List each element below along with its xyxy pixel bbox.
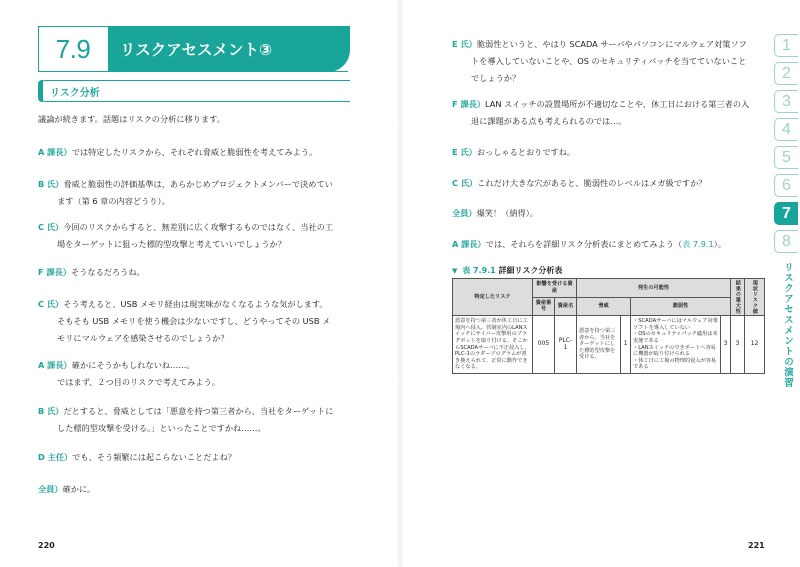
cell-threat: 悪意を持つ第三者から、当社をターゲットにした標的型攻撃を受ける。 xyxy=(577,316,621,374)
dialogue-text: 脅威と脆弱性の評価基準は、あらかじめプロジェクトメンバーで決めてい xyxy=(63,179,333,189)
intro-paragraph xyxy=(38,111,352,128)
speaker-label: A 課長） xyxy=(452,239,486,249)
dialogue-continuation: そもそも USB メモリを使う機会は少ないですし、どうやってその USB メ xyxy=(57,316,331,326)
dialogue-text: 今回のリスクからすると、無差別に広く攻撃するものではなく、当社の工 xyxy=(63,222,334,232)
speaker-label: B 氏） xyxy=(38,179,64,189)
dialogue-line xyxy=(38,176,352,210)
dialogue-text: 爆笑！（納得）。 xyxy=(476,208,538,218)
speaker-label: F 課長） xyxy=(452,99,486,109)
header-risk-value: 現状リスク値 xyxy=(745,279,765,316)
section-number: 7.9 xyxy=(55,33,91,64)
dialogue-line xyxy=(452,96,770,130)
dialogue-continuation: でしょうか？ xyxy=(471,73,521,83)
chapter-tab-2[interactable]: 2 xyxy=(774,62,798,85)
speaker-label: E 氏） xyxy=(452,39,477,49)
cell-vulnerability: ・SCADAサーバにはマルウェア対策ソフトを導入していない ・OSのセキュリティパッチ適用は未実施である ・LANスイッチの空きポートへ容易に機器が取り付けられる ・休工日に工場の物理的侵入が容易である xyxy=(631,316,721,374)
chapter-tab-4[interactable]: 4 xyxy=(774,118,798,141)
risk-analysis-table xyxy=(452,278,765,374)
chapter-tab-6[interactable]: 6 xyxy=(774,174,798,197)
speaker-label: C 氏） xyxy=(38,299,64,309)
dialogue-continuation: トを導入していないことや、OS のセキュリティパッチを当てていないこと xyxy=(471,56,747,66)
book-gutter xyxy=(398,0,402,567)
dialogue-line xyxy=(38,264,352,281)
page-number-left: 220 xyxy=(38,541,55,550)
cell-vulnerability-level: 3 xyxy=(721,316,731,374)
header-asset-no: 資産番号 xyxy=(533,297,555,316)
dialogue-continuation: した標的型攻撃を受ける。」といったことですかね……。 xyxy=(57,423,266,433)
chapter-tab-1[interactable]: 1 xyxy=(774,34,798,57)
table-title: 詳細リスク分析表 xyxy=(498,266,563,275)
dialogue-text: では特定したリスクから、それぞれ脅威と脆弱性を考えてみよう。 xyxy=(71,147,318,157)
dialogue-text-tail: ）。 xyxy=(713,239,726,249)
chapter-tab-3[interactable]: 3 xyxy=(774,90,798,113)
speaker-label: 全員） xyxy=(452,208,477,218)
speaker-label: B 氏） xyxy=(38,406,64,416)
page-number-right: 221 xyxy=(748,541,765,550)
cell-asset-name: PLC-1 xyxy=(555,316,577,374)
dialogue-line xyxy=(452,236,770,253)
table-row xyxy=(453,316,765,374)
table-reference-link[interactable]: 表 7.9.1 xyxy=(682,239,714,249)
dialogue-line xyxy=(38,219,352,253)
dialogue-line xyxy=(452,175,770,192)
speaker-label: F 課長） xyxy=(38,267,72,277)
dialogue-line xyxy=(38,481,352,498)
dialogue-line xyxy=(38,403,352,437)
dialogue-line xyxy=(38,144,352,161)
speaker-label: C 氏） xyxy=(452,178,478,188)
cell-risk: 悪意を持つ第三者が休工日に工場内へ侵入。管制室内のLANスイッチにサイバー攻撃用のプラグボットを取り付ける。そこからSCADAサーバに不正侵入し、PLC-1のラダープログラムが書き換えられて、正常に動作できなくなる。 xyxy=(453,316,533,374)
dialogue-continuation: 場をターゲットに狙った標的型攻撃と考えていいでしょうか？ xyxy=(57,239,286,249)
speaker-label: E 氏） xyxy=(452,147,477,157)
dialogue-continuation: モリにマルウェアを感染させるのでしょうか？ xyxy=(57,333,229,343)
dialogue-text: では、それらを詳細リスク分析表にまとめてみよう（ xyxy=(485,239,683,249)
header-vulnerability: 脆弱性 xyxy=(631,297,731,316)
speaker-label: C 氏） xyxy=(38,222,64,232)
speaker-label: D 主任） xyxy=(38,452,73,462)
cell-asset-no: 005 xyxy=(533,316,555,374)
dialogue-text: でも、そう頻繁には起こらないことだよね？ xyxy=(72,452,236,462)
chapter-tab-7[interactable]: 7 xyxy=(774,202,798,225)
table-caption xyxy=(452,265,562,276)
speaker-label: A 課長） xyxy=(38,360,72,370)
dialogue-text: そう考えると、USB メモリ経由は現実味がなくなるような気がします。 xyxy=(63,299,328,309)
dialogue-line xyxy=(452,36,770,87)
chapter-tab-5[interactable]: 5 xyxy=(774,146,798,169)
dialogue-line xyxy=(38,296,352,347)
dialogue-text: 確かにそうかもしれないね……。 xyxy=(71,360,195,370)
cell-severity: 3 xyxy=(731,316,745,374)
dialogue-text: だとすると、脅威としては「悪意を持つ第三者から、当社をターゲットに xyxy=(63,406,334,416)
chapter-tab-8[interactable]: 8 xyxy=(774,230,798,253)
header-threat: 脅威 xyxy=(577,297,631,316)
subsection-title: リスク分析 xyxy=(50,87,100,99)
header-severity: 結果の重大性 xyxy=(731,279,745,316)
header-possibility: 発生の可能性 xyxy=(577,279,731,298)
dialogue-text: おっしゃるとおりですね。 xyxy=(476,147,576,157)
header-risk: 特定したリスク xyxy=(453,279,533,316)
dialogue-line xyxy=(38,357,352,391)
table-header-row xyxy=(453,279,765,298)
dialogue-text: これだけ大きな穴があると、脆弱性のレベルはメガ級ですか？ xyxy=(477,178,707,188)
table-number: 表 7.9.1 xyxy=(462,266,496,275)
section-title: リスクアセスメント③ xyxy=(120,41,273,59)
subsection-accent-bar xyxy=(38,80,43,102)
dialogue-text: 議論が続きます。話題はリスクの分析に移ります。 xyxy=(38,114,225,124)
dialogue-line xyxy=(452,144,770,161)
dialogue-text: 確かに。 xyxy=(62,484,96,494)
dialogue-line xyxy=(452,205,770,222)
dialogue-line xyxy=(38,449,352,466)
speaker-label: 全員） xyxy=(38,484,63,494)
dialogue-continuation: ではまず、２つ目のリスクで考えてみよう。 xyxy=(57,377,220,387)
cell-threat-level: 1 xyxy=(621,316,631,374)
dialogue-continuation: ます（第 6 章の内容どうり）。 xyxy=(57,196,170,206)
dialogue-continuation: 退に課題がある点も考えられるのでは…。 xyxy=(471,116,627,126)
header-asset-group: 影響を受ける資産 xyxy=(533,279,577,298)
dialogue-text: そうなるだろうね。 xyxy=(71,267,145,277)
dialogue-text: LAN スイッチの設置場所が不適切なことや、休工日における第三者の入 xyxy=(485,99,750,109)
speaker-label: A 課長） xyxy=(38,147,72,157)
dialogue-text: 脆弱性というと、やはり SCADA サーバやパソコンにマルウェア対策ソフ xyxy=(476,39,747,49)
header-asset-name: 資産名 xyxy=(555,297,577,316)
caption-triangle-icon: ▼ xyxy=(452,267,458,275)
cell-risk-value: 12 xyxy=(745,316,765,374)
chapter-vertical-title: リスクアセスメントの演習 xyxy=(782,262,793,388)
